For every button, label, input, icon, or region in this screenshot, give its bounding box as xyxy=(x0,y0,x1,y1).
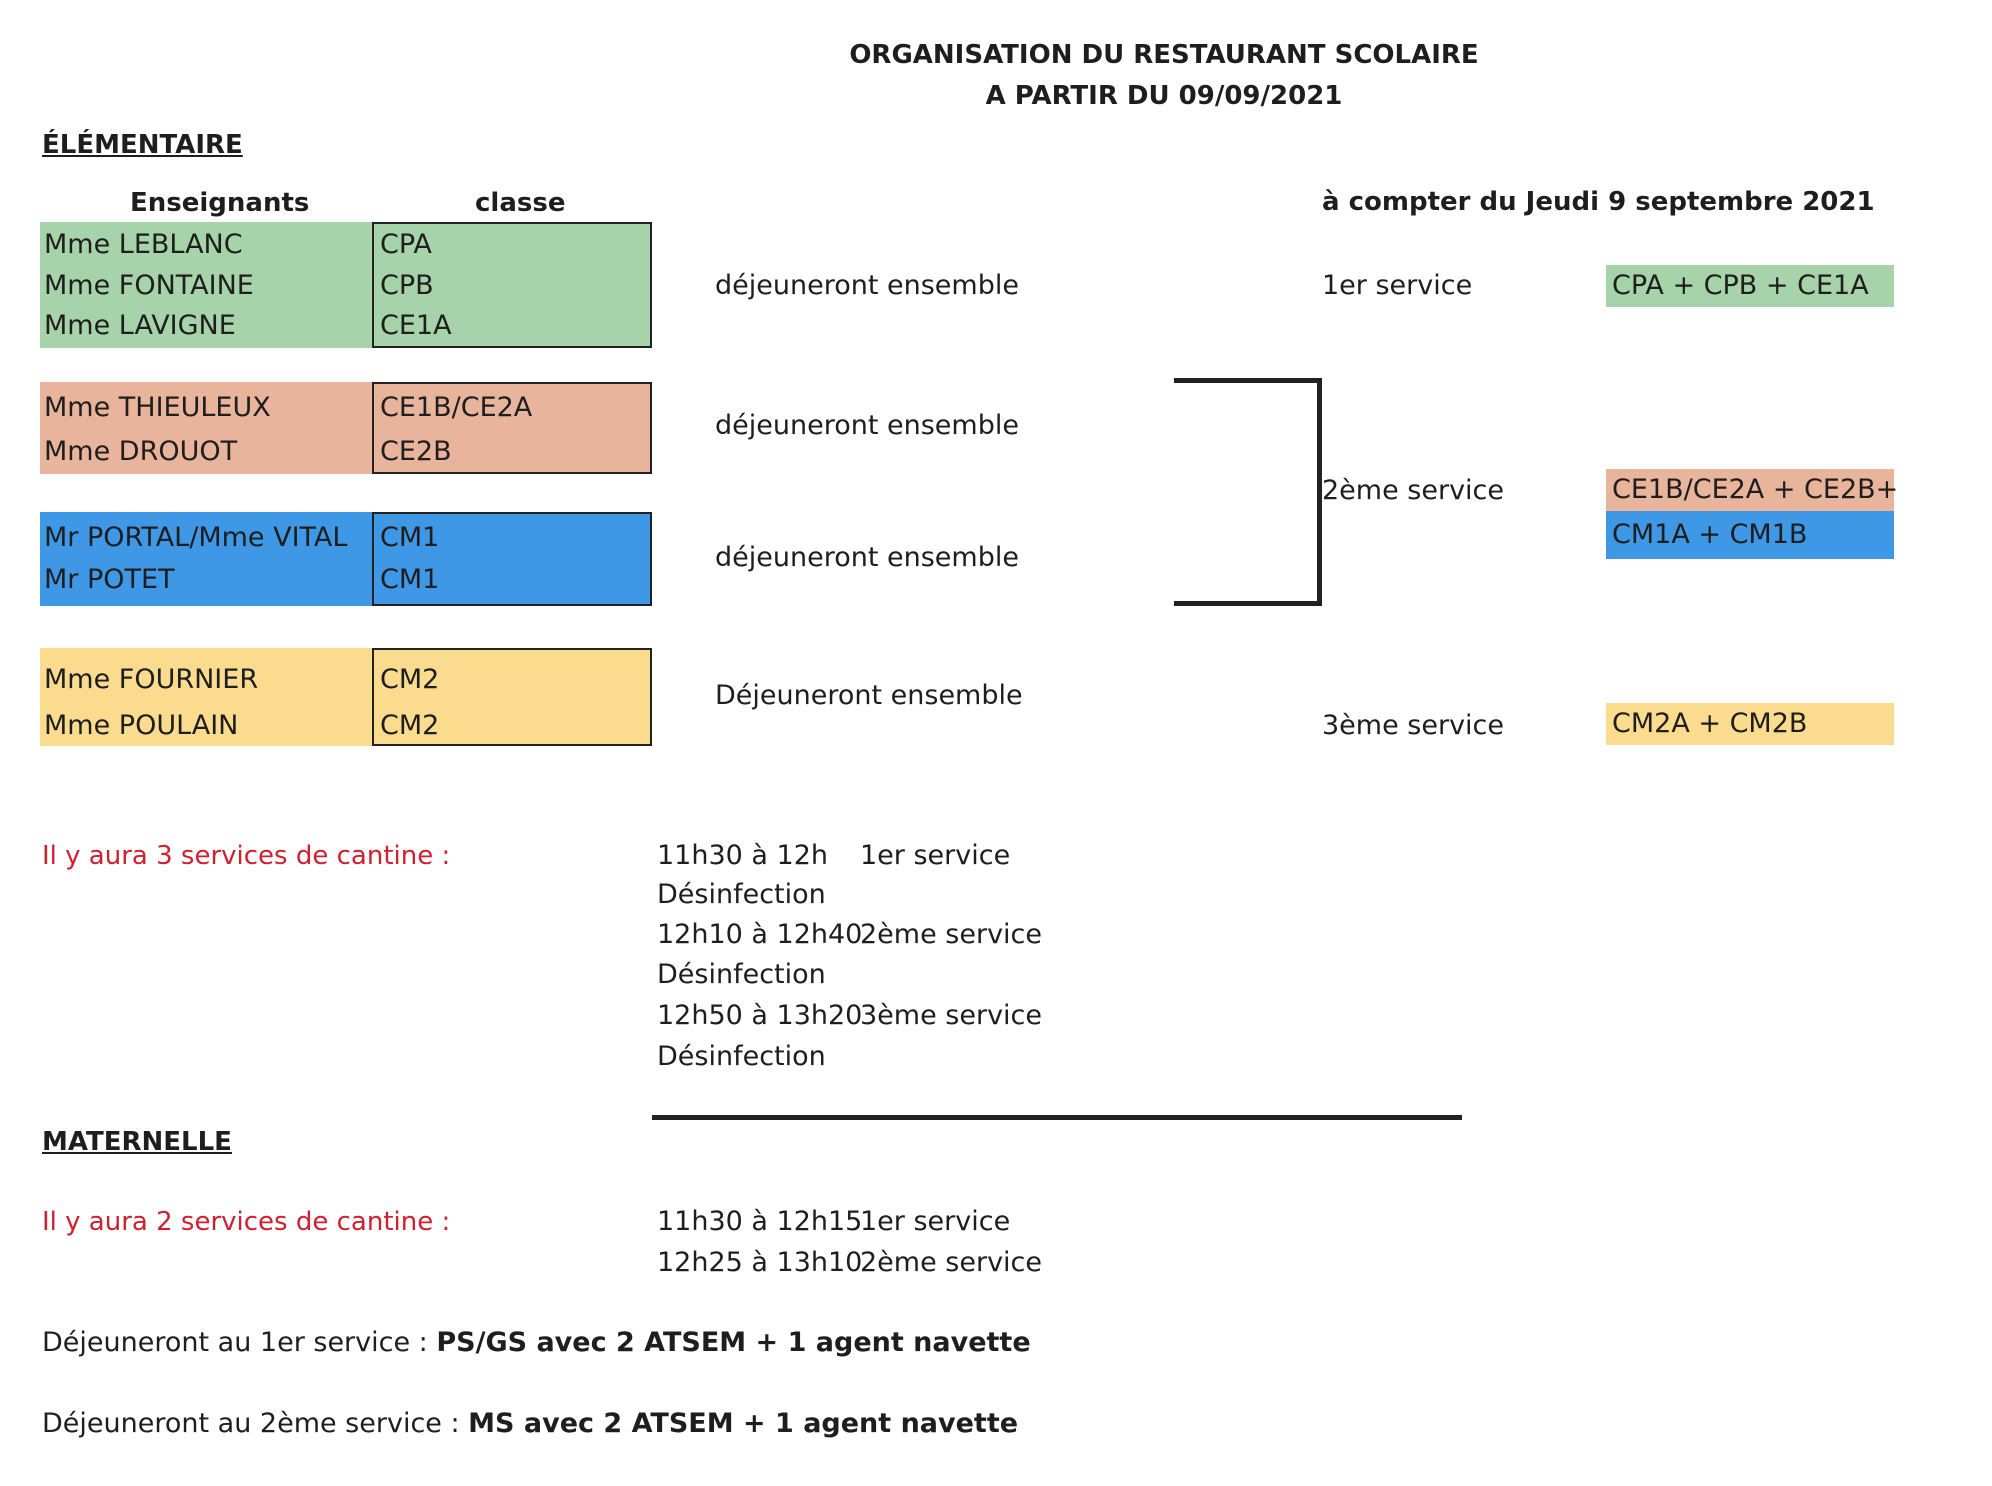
schedule-time: 12h50 à 13h20 xyxy=(657,1000,863,1031)
group-row xyxy=(44,392,533,424)
class-name: CM2 xyxy=(380,664,440,695)
service-box-2b: CM1A + CM1B xyxy=(1606,511,1894,559)
teacher-name: Mme FONTAINE xyxy=(44,270,254,301)
group-note-1: déjeuneront ensemble xyxy=(715,270,1019,301)
schedule-time: 12h25 à 13h10 xyxy=(657,1247,863,1278)
line-prefix: Déjeuneront au 2ème service : xyxy=(42,1408,469,1439)
group-block-3 xyxy=(40,512,652,606)
service-box-1: CPA + CPB + CE1A xyxy=(1606,265,1894,307)
group-note-3: déjeuneront ensemble xyxy=(715,542,1019,573)
group-note-4: Déjeuneront ensemble xyxy=(715,680,1023,711)
teacher-name: Mr PORTAL/Mme VITAL xyxy=(44,522,348,553)
class-name: CM1 xyxy=(380,522,440,553)
service-label-2: 2ème service xyxy=(1322,475,1504,506)
schedule-time: Désinfection xyxy=(657,959,826,990)
schedule-service: 3ème service xyxy=(860,1000,1042,1031)
bracket-bottom xyxy=(1174,601,1322,606)
maternelle-line-1 xyxy=(42,1327,1031,1359)
schedule-service: 1er service xyxy=(860,840,1011,871)
service-box-2a: CE1B/CE2A + CE2B+ xyxy=(1606,469,1894,511)
schedule-time: Désinfection xyxy=(657,879,826,910)
group-row xyxy=(44,710,440,742)
cantine-intro-elementaire: Il y aura 3 services de cantine : xyxy=(42,841,451,871)
start-date-heading: à compter du Jeudi 9 septembre 2021 xyxy=(1322,187,1875,217)
maternelle-heading: MATERNELLE xyxy=(42,1127,232,1157)
schedule-time: 11h30 à 12h xyxy=(657,840,829,871)
group-block-1 xyxy=(40,222,652,348)
line-bold: MS avec 2 ATSEM + 1 agent navette xyxy=(468,1408,1019,1439)
teacher-name: Mme LEBLANC xyxy=(44,229,243,260)
group-row xyxy=(44,522,440,554)
schedule-service: 2ème service xyxy=(860,919,1042,950)
group-row xyxy=(44,310,452,342)
class-name: CPB xyxy=(380,270,434,301)
schedule-time: 11h30 à 12h15 xyxy=(657,1206,863,1237)
schedule-time: Désinfection xyxy=(657,1041,826,1072)
page-subtitle: A PARTIR DU 09/09/2021 xyxy=(985,81,1343,111)
class-name: CE2B xyxy=(380,436,452,467)
class-column-header: classe xyxy=(475,188,566,218)
service-label-3: 3ème service xyxy=(1322,710,1504,741)
group-row xyxy=(44,664,440,696)
service-label-1: 1er service xyxy=(1322,270,1473,301)
bracket-top xyxy=(1174,378,1322,383)
teacher-name: Mr POTET xyxy=(44,564,175,595)
page-title: ORGANISATION DU RESTAURANT SCOLAIRE xyxy=(849,40,1479,70)
section-separator xyxy=(652,1115,1462,1120)
teacher-name: Mme DROUOT xyxy=(44,436,238,467)
maternelle-line-2 xyxy=(42,1408,1018,1440)
group-block-2 xyxy=(40,382,652,474)
group-block-4 xyxy=(40,648,652,746)
teacher-name: Mme POULAIN xyxy=(44,710,239,741)
group-row xyxy=(44,564,440,596)
class-name: CE1A xyxy=(380,310,452,341)
class-name: CPA xyxy=(380,229,432,260)
teacher-name: Mme LAVIGNE xyxy=(44,310,236,341)
schedule-time: 12h10 à 12h40 xyxy=(657,919,863,950)
schedule-service: 2ème service xyxy=(860,1247,1042,1278)
line-bold: PS/GS avec 2 ATSEM + 1 agent navette xyxy=(436,1327,1031,1358)
cantine-intro-maternelle: Il y aura 2 services de cantine : xyxy=(42,1207,451,1237)
group-row xyxy=(44,270,434,302)
group-note-2: déjeuneront ensemble xyxy=(715,410,1019,441)
group-row xyxy=(44,229,432,261)
elementaire-heading: ÉLÉMENTAIRE xyxy=(42,130,243,160)
schedule-service: 1er service xyxy=(860,1206,1011,1237)
service-box-3: CM2A + CM2B xyxy=(1606,703,1894,745)
line-prefix: Déjeuneront au 1er service : xyxy=(42,1327,437,1358)
teacher-name: Mme THIEULEUX xyxy=(44,392,271,423)
group-row xyxy=(44,436,452,468)
class-name: CM2 xyxy=(380,710,440,741)
teacher-name: Mme FOURNIER xyxy=(44,664,259,695)
class-name: CM1 xyxy=(380,564,440,595)
class-name: CE1B/CE2A xyxy=(380,392,533,423)
teachers-column-header: Enseignants xyxy=(130,188,310,218)
